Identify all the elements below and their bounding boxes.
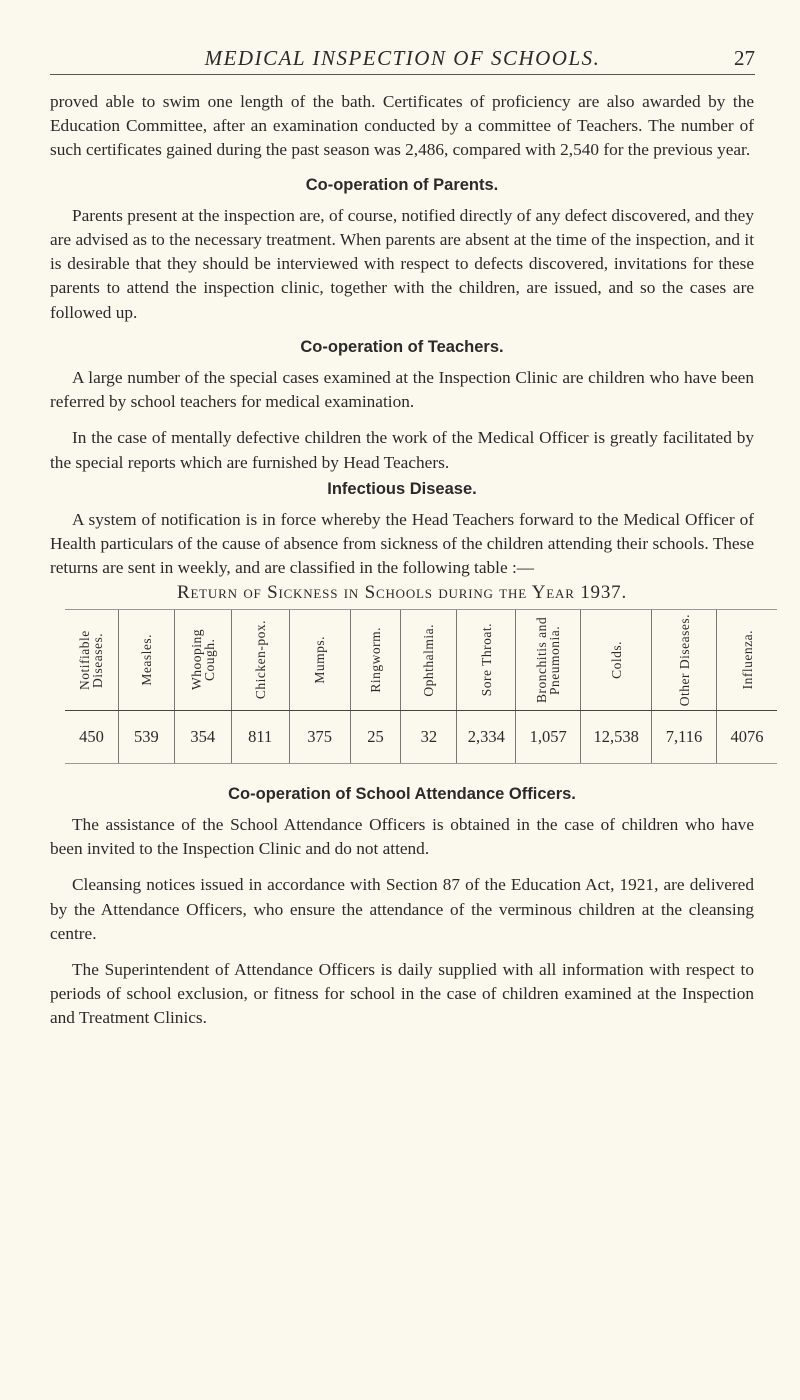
table-cell: 1,057 <box>516 710 581 763</box>
sickness-table <box>65 609 777 764</box>
table-caption: Return of Sickness in Schools during the Year 1937. <box>176 581 628 603</box>
table-header-row <box>65 609 777 710</box>
column-header: Ringworm. <box>367 627 383 693</box>
table-row <box>65 710 777 763</box>
section-heading: Co-operation of Teachers. <box>300 337 504 356</box>
running-header <box>50 44 755 75</box>
paragraph: The assistance of the School Attendance Officers is obtained in the case of children who have been invited to the Inspection Clinic and do not attend. <box>50 815 754 859</box>
table-cell: 25 <box>350 710 401 763</box>
body-text <box>50 90 764 1031</box>
column-header: Bronchitis and Pneumonia. <box>534 616 563 703</box>
column-header: Notifiable Diseases. <box>77 630 106 690</box>
column-header: Measles. <box>138 634 154 686</box>
column-header: Whooping Cough. <box>188 629 217 691</box>
section-heading: Co-operation of School Attendance Officers. <box>228 784 576 803</box>
table-cell: 450 <box>65 710 118 763</box>
paragraph: proved able to swim one length of the bath. Certificates of proficiency are also awarded by the Education Committee, after an examination conducted by a committee of Teachers. The number of such certificates gained during the past season was 2,486, compared with 2,540 for the previous year. <box>50 92 754 160</box>
table-cell: 12,538 <box>581 710 652 763</box>
paragraph: A system of notification is in force whereby the Head Teachers forward to the Medical Officer of Health particulars of the cause of absence from sickness of the children attending their schools. These returns are sent in weekly, and are classified in the following table :— <box>50 510 754 578</box>
table-cell: 7,116 <box>652 710 717 763</box>
paragraph: A large number of the special cases examined at the Inspection Clinic are children who have been referred by school teachers for medical examination. <box>50 368 754 412</box>
paragraph: The Superintendent of Attendance Officers is daily supplied with all information with respect to periods of school exclusion, or fitness for school in the case of children examined at the Inspection and Treatment Clinics. <box>50 960 754 1028</box>
paragraph: In the case of mentally defective children the work of the Medical Officer is greatly facilitated by the special reports which are furnished by Head Teachers. <box>50 428 754 472</box>
page-header-title: MEDICAL INSPECTION OF SCHOOLS. <box>204 46 601 70</box>
column-header: Colds. <box>608 640 624 679</box>
paragraph: Cleansing notices issued in accordance with Section 87 of the Education Act, 1921, are delivered by the Attendance Officers, who ensure the attendance of the verminous children at the cleansing centre. <box>50 875 754 943</box>
column-header: Chicken-pox. <box>252 620 268 700</box>
table-cell: 32 <box>401 710 457 763</box>
table-cell: 354 <box>174 710 231 763</box>
column-header: Influenza. <box>739 630 755 690</box>
table-cell: 375 <box>289 710 350 763</box>
table-cell: 4076 <box>717 710 777 763</box>
column-header: Mumps. <box>312 636 328 684</box>
table-cell: 539 <box>118 710 174 763</box>
table-cell: 811 <box>231 710 289 763</box>
page-number: 27 <box>734 46 755 70</box>
table-cell: 2,334 <box>457 710 516 763</box>
column-header: Sore Throat. <box>478 623 494 697</box>
column-header: Other Diseases. <box>676 613 692 706</box>
section-heading: Co-operation of Parents. <box>305 175 499 194</box>
section-heading: Infectious Disease. <box>327 479 477 498</box>
column-header: Ophthalmia. <box>421 623 437 697</box>
paragraph: Parents present at the inspection are, of course, notified directly of any defect discovered, and they are advised as to the necessary treatment. When parents are absent at the time of the inspection, and it is desirable that they should be interviewed with respect to defects discovered, invitations for these parents to attend the inspection clinic, together with the children, are issued, and so the cases are followed up. <box>50 205 754 322</box>
